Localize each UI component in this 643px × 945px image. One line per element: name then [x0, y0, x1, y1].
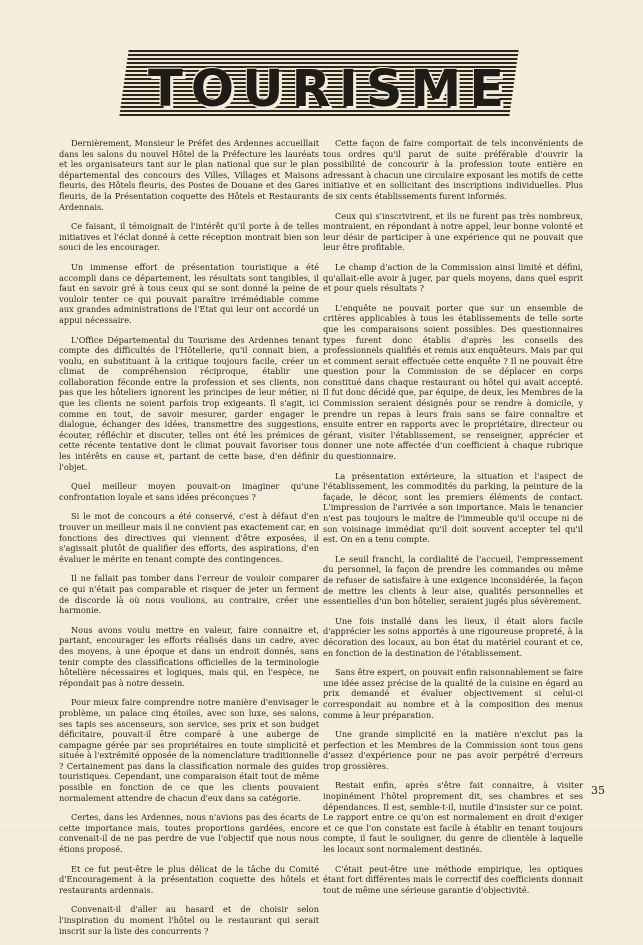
paragraph: Certes, dans les Ardennes, nous n'avions pas des écarts de cette importance mais, toutes proportions gardées, encore convenait-il de ne pas perdre de vue l'objectif que nous nous étions proposé. [59, 812, 319, 855]
paragraph: Cette façon de faire comportait de tels inconvénients de tous ordres qu'il parut de suite préférable d'ouvrir la possibilité de concourir à la profession toute entière en adressant à chacun une circulaire exposant les motifs de cette initiative et en sollicitant des inscriptions individuelles. Plus de six cents établissements furent informés. [323, 138, 583, 201]
paragraph: Si le mot de concours a été conservé, c'est à défaut d'en trouver un meilleur mais il ne convient pas exactement car, en fonctions des directives qui viennent d'être exposées, il s'agissait plutôt de qualifier des efforts, des aspirations, d'en évaluer le mérite en tenant compte des contingences. [59, 511, 319, 564]
paragraph: Ce faisant, il témoignait de l'intérêt qu'il porte à de telles initiatives et l'éclat donné à cette réception montrait bien son souci de les encourager. [59, 221, 319, 253]
paragraph: Sans être expert, on pouvait enfin raisonnablement se faire une idée assez précise de la qualité de la cuisine en égard au prix demandé et évaluer objectivement si celui-ci correspondait au nombre et à la composition des menus comme à leur préparation. [323, 667, 583, 720]
paragraph: Il ne fallait pas tomber dans l'erreur de vouloir comparer ce qui n'était pas comparable et risquer de jeter un ferment de discorde là où nous voulions, au contraire, créer une harmonie. [59, 573, 319, 616]
paragraph: L'enquête ne pouvait porter que sur un ensemble de critères applicables à tous les établissements de telle sorte que les comparaisons soient possibles. Des questionnaires types furent donc établis d'après les conseils des professionnels qualifiés et remis aux enquêteurs. Mais par qui et comment serait effectuée cette enquête ? Il ne pouvait être question pour la Commission de se déplacer en corps constitué dans chaque restaurant ou hôtel qui avait accepté. Il fut donc décidé que, par équipe, de deux, les Membres de la Commission seraient désignés pour se rendre à domicile, y prendre un repas à leurs frais sans se faire connaître et ensuite entrer en rapports avec le propriétaire, directeur ou gérant, visiter l'établissement, se renseigner, apprécier et donner une note affectée d'un coefficient à chaque rubrique du questionnaire. [323, 302, 583, 462]
paragraph: Le seuil franchi, la cordialité de l'accueil, l'empressement du personnel, la façon de prendre les commandes ou même de refuser de satisfaire à une exigence inconsidérée, la façon de mettre les clients à leur aise, qualités personnelles et essentielles d'un bon hôtelier, seraient jugés plus sévèrement. [323, 553, 583, 607]
paragraph: Une grande simplicité en la matière n'exclut pas la perfection et les Membres de la Commission sont tous gens d'assez d'expérience pour ne pas avoir perpétré d'erreurs trop grossières. [323, 729, 583, 771]
paragraph: Et ce fut peut-être le plus délicat de la tâche du Comité d'Encouragement à la présentation coquette des hôtels et restaurants ardennais. [59, 863, 319, 895]
paragraph: La présentation extérieure, la situation et l'aspect de l'établissement, les commodités du parking, la peinture de la façade, le décor, sont les premiers éléments de contact. L'impression de l'arrivée a son importance. Mais le tenancier n'est pas toujours le maître de l'immeuble qu'il occupe ni de son voisinage immédiat qu'il doit souvent accepter tel qu'il est. On en a tenu compte. [323, 470, 583, 545]
right-column [323, 138, 583, 904]
paragraph: Nous avons voulu mettre en valeur, faire connaitre et, partant, encourager les efforts réalisés dans un cadre, avec des moyens, à une époque et dans un endroit donnés, sans tenir compte des classifications officielles de la terminologie hôtelière nécessaires et logiques, mais qui, en l'espèce, ne répondait pas à notre dessein. [59, 624, 319, 688]
page-number: 35 [591, 784, 605, 797]
paragraph: Un immense effort de présentation touristique a été accompli dans ce département, les résultats sont tangibles, il faut en savoir gré à tous ceux qui se sont donné la peine de vouloir tenter ce qui pouvait paraître irrémédiable comme aux grandes administrations de l'Etat qui leur ont accordé un appui nécessaire. [59, 261, 319, 325]
page-title: TOURISME [148, 60, 513, 119]
paragraph: Convenait-il d'aller au hasard et de choisir selon l'inspiration du moment l'hôtel ou le restaurant qui serait inscrit sur la liste des concurrents ? [59, 904, 319, 936]
left-column [59, 138, 319, 945]
paragraph: L'Office Départemental du Tourisme des Ardennes tenant compte des difficultés de l'Hôtellerie, qu'il connait bien, a voulu, en substituant à la critique toujours facile, créer un climat de compréhension réciproque, établir une collaboration féconde entre la profession et ses clients, non pas que les hôteliers ignorent les principes de leur métier, ni que les clients ne soient parfois trop exigeants. Il s'agit, ici comme en tout, de savoir mesurer, garder engager le dialogue, échanger des idées, transmettre des suggestions, écouter, réfléchir et discuter, telles ont été les prémices de cette récente tentative dont le climat pouvait favoriser tous les intérêts en cause et, partant de cette base, d'en définir l'objet. [59, 334, 319, 472]
paragraph: C'était peut-être une méthode empirique, les optiques étant fort différentes mais le correctif des coefficients donnait tout de même une sérieuse garantie d'objectivité. [323, 863, 583, 895]
paragraph: Ceux qui s'inscrivirent, et ils ne furent pas très nombreux, montraient, en répondant à notre appel, leur bonne volonté et leur désir de participer à une expérience qui ne pouvait que leur être profitable. [323, 210, 583, 253]
paragraph: Pour mieux faire comprendre notre manière d'envisager le problème, un palace cinq étoiles, avec son luxe, ses salons, ses tapis ses ascenseurs, son service, ses prix et son budget déficitaire, pouvait-il être comparé à une auberge de campagne gérée par ses propriétaires en toute simplicité et située à l'extrémité opposée de la nomenclature traditionnelle ? Certainement pas dans la classification normale des guides touristiques. Cependant, une comparaison était tout de même possible en fonction de ce que les clients pouvaient normalement attendre de chacun d'eux dans sa catégorie. [59, 697, 319, 803]
paragraph: Dernièrement, Monsieur le Préfet des Ardennes accueillait dans les salons du nouvel Hôtel de la Préfecture les lauréats et les organisateurs tant sur le plan national que sur le plan départemental des concours des Villes, Villages et Maisons fleuris, des Hôtels fleuris, des Postes de Douane et des Gares fleuris, de la Présentation coquette des Hôtels et Restaurants Ardennais. [59, 138, 319, 212]
paragraph: Le champ d'action de la Commission ainsi limité et défini, qu'allait-elle avoir à juger, par quels moyens, dans quel esprit et pour quels résultats ? [323, 261, 583, 294]
paragraph: Une fois installé dans les lieux, il était alors facile d'apprécier les soins apportés à une rigoureuse propreté, à la décoration des locaux, au bon état du matériel courant et ce, en fonction de la destination de l'établissement. [323, 615, 583, 658]
paragraph: Restait enfin, après s'être fait connaitre, à visiter inopinément l'hôtel proprement dit, ses chambres et ses dépendances. Il est, semble-t-il, inutile d'insister sur ce point. Le rapport entre ce qu'on est normalement en droit d'exiger et ce que l'on constate est facile à établir en tenant toujours compte, il faut le souligner, du genre de clientèle à laquelle les locaux sont normalement destinés. [323, 780, 583, 855]
paragraph: Quel meilleur moyen pouvait-on imaginer qu'une confrontation loyale et sans idées préconçues ? [59, 481, 319, 502]
